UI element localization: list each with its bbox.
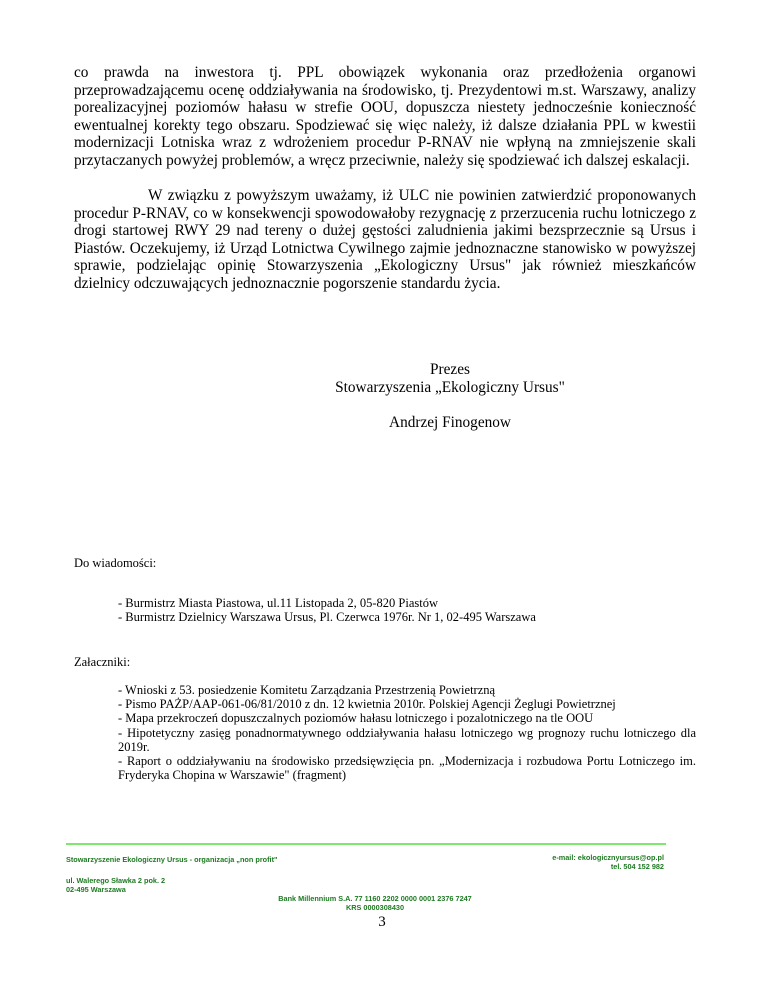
distribution-label: Do wiadomości:: [74, 556, 157, 570]
footer-bank: [250, 894, 500, 912]
body-paragraph-2: W związku z powyższym uważamy, iż ULC nie powinien zatwierdzić proponowanych procedur P-RNAV, co w konsekwencji spowodowałoby rezygnację z przerzucenia ruchu lotniczego z drogi startowej RWY 29 nad tereny o dużej gęstości zaludnienia jakimi bezsprzecznie są Ursus i Piastów. Oczekujemy, iż Urząd Lotnictwa Cywilnego zajmie jednoznaczne stanowisko w powyższej sprawie, podzielając opinię Stowarzyszenia „Ekologiczny Ursus" jak również mieszkańców dzielnicy odczuwających jednoznacznie pogorszenie standardu życia.: [74, 187, 696, 292]
footer-bank-account: Bank Millennium S.A. 77 1160 2202 0000 0001 2376 7247: [278, 894, 472, 903]
attachments-list: [118, 683, 696, 782]
attachment-item: - Hipotetyczny zasięg ponadnormatywnego oddziaływania hałasu lotniczego wg prognozy ruchu lotniczego dla 2019r.: [118, 725, 696, 754]
footer-contact: [552, 853, 664, 871]
page-number: 3: [378, 914, 386, 930]
footer-krs: KRS 0000308430: [345, 903, 404, 912]
footer-divider: [66, 843, 666, 845]
footer-email: e-mail: ekologicznyursus@op.pl: [552, 853, 664, 862]
distribution-item: - Burmistrz Miasta Piastowa, ul.11 Listopada 2, 05-820 Piastów: [118, 596, 438, 610]
footer-address: [66, 876, 165, 894]
attachment-item: - Pismo PAŻP/AAP-061-06/81/2010 z dn. 12 kwietnia 2010r. Polskiej Agencji Żeglugi Powietrznej: [118, 697, 616, 712]
footer-organization: Stowarzyszenie Ekologiczny Ursus - organizacja „non profit": [66, 855, 278, 864]
attachment-item: - Mapa przekroczeń dopuszczalnych poziomów hałasu lotniczego i pozalotniczego na tle OOU: [118, 711, 594, 726]
distribution-list: [118, 596, 696, 624]
attachments-label: Załaczniki:: [74, 655, 131, 669]
footer-address-line-2: 02-495 Warszawa: [66, 885, 126, 894]
attachment-item: - Wnioski z 53. posiedzenie Komitetu Zarządzania Przestrzenią Powietrzną: [118, 683, 496, 697]
footer-address-line-1: ul. Walerego Sławka 2 pok. 2: [66, 876, 166, 885]
attachment-item: - Raport o oddziaływaniu na środowisko przedsięwzięcia pn. „Modernizacja i rozbudowa Portu Lotniczego im. Fryderyka Chopina w Warszawie" (fragment): [118, 754, 696, 783]
footer-phone: tel. 504 152 982: [610, 862, 664, 871]
distribution-item: - Burmistrz Dzielnicy Warszawa Ursus, Pl. Czerwca 1976r. Nr 1, 02-495 Warszawa: [118, 610, 536, 625]
signature-title: Prezes: [430, 361, 470, 378]
signature-name: Andrzej Finogenow: [389, 414, 511, 431]
body-paragraph-1: co prawda na inwestora tj. PPL obowiązek wykonania oraz przedłożenia organowi przeprowadzającemu ocenę oddziaływania na środowisko, tj. Prezydentowi m.st. Warszawy, analizy porealizacyjnej poziomów hałasu w strefie OOU, dopuszcza niestety jednocześnie konieczność ewentualnej korekty tego obszaru. Spodziewać się więc należy, iż dalsze działania PPL w kwestii modernizacji Lotniska wraz z wdrożeniem procedur P-RNAV nie wpłyną na zmniejszenie skali przytaczanych powyżej problemów, a wręcz przeciwnie, należy się spodziewać ich dalszej eskalacji.: [74, 64, 696, 169]
signature-organization: Stowarzyszenia „Ekologiczny Ursus": [335, 379, 565, 396]
